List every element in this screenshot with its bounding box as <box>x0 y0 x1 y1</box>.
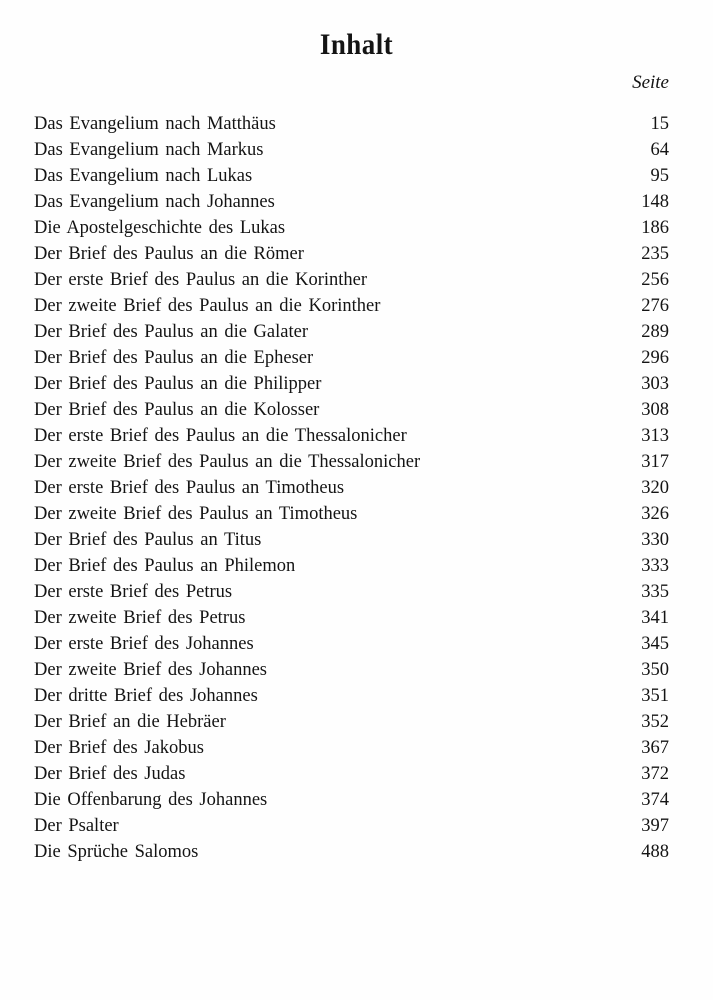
toc-entry <box>34 241 669 267</box>
page-title: Inhalt <box>319 28 394 61</box>
toc-entry <box>34 319 669 345</box>
toc-entry-page: 335 <box>641 582 669 602</box>
toc-entry-page: 345 <box>641 634 669 654</box>
toc-entry-title: Die Offenbarung des Johannes <box>34 790 268 810</box>
toc-entry-title: Der zweite Brief des Paulus an die Korinther <box>34 296 381 316</box>
toc-entry <box>34 501 669 527</box>
toc-entry-title: Der erste Brief des Paulus an die Korinther <box>34 270 368 290</box>
toc-entry <box>34 371 669 397</box>
toc-entry <box>34 137 669 163</box>
toc-entry <box>34 657 669 683</box>
toc-entry <box>34 605 669 631</box>
toc-entry <box>34 631 669 657</box>
toc-entry <box>34 397 669 423</box>
toc-entry-page: 148 <box>641 192 669 212</box>
toc-entry <box>34 683 669 709</box>
toc-entry-page: 330 <box>641 530 669 550</box>
toc-entry-page: 303 <box>641 374 669 394</box>
toc-entry-title: Der Brief des Paulus an Philemon <box>34 556 296 576</box>
toc-entry-title: Der Brief des Judas <box>34 764 186 784</box>
toc-entry-title: Der dritte Brief des Johannes <box>34 686 258 706</box>
toc-entry-page: 326 <box>641 504 669 524</box>
toc-entry-page: 397 <box>641 816 669 836</box>
toc-entry <box>34 423 669 449</box>
toc-entry <box>34 163 669 189</box>
toc-entry-title: Die Sprüche Salomos <box>34 842 199 862</box>
toc-entry-title: Der Brief des Paulus an die Epheser <box>34 348 314 368</box>
toc-entry <box>34 839 669 865</box>
toc-entry-title: Der zweite Brief des Paulus an die Thessalonicher <box>34 452 421 472</box>
toc-entry <box>34 111 669 137</box>
toc-entry <box>34 449 669 475</box>
toc-entry-page: 350 <box>641 660 669 680</box>
toc-entry-page: 488 <box>641 842 669 862</box>
toc-entry-page: 372 <box>641 764 669 784</box>
toc-entry <box>34 553 669 579</box>
toc-entry-page: 317 <box>641 452 669 472</box>
toc-entry <box>34 813 669 839</box>
toc-entry-page: 256 <box>641 270 669 290</box>
toc-entry-title: Der zweite Brief des Johannes <box>34 660 267 680</box>
toc-entry <box>34 215 669 241</box>
toc-entry <box>34 709 669 735</box>
toc-entry-page: 186 <box>641 218 669 238</box>
toc-entry-page: 308 <box>641 400 669 420</box>
toc-entry <box>34 267 669 293</box>
toc-entry-title: Der erste Brief des Paulus an Timotheus <box>34 478 345 498</box>
toc-entry <box>34 787 669 813</box>
toc-entry-page: 367 <box>641 738 669 758</box>
toc-entry-title: Der erste Brief des Johannes <box>34 634 254 654</box>
toc-entry-page: 64 <box>650 140 669 160</box>
toc-entry-page: 15 <box>650 114 669 134</box>
toc-entry-title: Der zweite Brief des Paulus an Timotheus <box>34 504 358 524</box>
toc-entry-page: 341 <box>641 608 669 628</box>
toc-entry <box>34 189 669 215</box>
toc-entry <box>34 475 669 501</box>
toc-entry-page: 289 <box>641 322 669 342</box>
toc-entry-title: Der Brief an die Hebräer <box>34 712 226 732</box>
toc-entry-title: Der Brief des Jakobus <box>34 738 204 758</box>
toc-entry-title: Der Psalter <box>34 816 119 836</box>
toc-entry-title: Der Brief des Paulus an Titus <box>34 530 262 550</box>
page-column-label: Seite <box>632 72 669 93</box>
toc-entry-page: 352 <box>641 712 669 732</box>
toc-entry-title: Die Apostelgeschichte des Lukas <box>34 218 286 238</box>
toc-entry-title: Das Evangelium nach Markus <box>34 140 264 160</box>
table-of-contents <box>34 111 669 865</box>
toc-entry-title: Der Brief des Paulus an die Galater <box>34 322 308 342</box>
toc-entry-page: 351 <box>641 686 669 706</box>
toc-entry-page: 333 <box>641 556 669 576</box>
toc-entry-title: Der Brief des Paulus an die Philipper <box>34 374 322 394</box>
toc-entry-page: 374 <box>641 790 669 810</box>
toc-entry-page: 296 <box>641 348 669 368</box>
toc-entry-page: 276 <box>641 296 669 316</box>
toc-entry-title: Der Brief des Paulus an die Römer <box>34 244 304 264</box>
toc-entry <box>34 735 669 761</box>
toc-entry-title: Das Evangelium nach Lukas <box>34 166 253 186</box>
toc-entry <box>34 761 669 787</box>
toc-entry-page: 95 <box>650 166 669 186</box>
toc-entry-page: 320 <box>641 478 669 498</box>
toc-entry-title: Der Brief des Paulus an die Kolosser <box>34 400 320 420</box>
toc-entry-title: Der zweite Brief des Petrus <box>34 608 246 628</box>
toc-entry-title: Das Evangelium nach Johannes <box>34 192 275 212</box>
toc-entry <box>34 527 669 553</box>
toc-entry <box>34 345 669 371</box>
toc-entry-page: 235 <box>641 244 669 264</box>
toc-entry-title: Der erste Brief des Paulus an die Thessalonicher <box>34 426 407 446</box>
toc-entry-title: Das Evangelium nach Matthäus <box>34 114 276 134</box>
toc-entry-page: 313 <box>641 426 669 446</box>
toc-entry <box>34 579 669 605</box>
toc-entry-title: Der erste Brief des Petrus <box>34 582 233 602</box>
toc-entry <box>34 293 669 319</box>
